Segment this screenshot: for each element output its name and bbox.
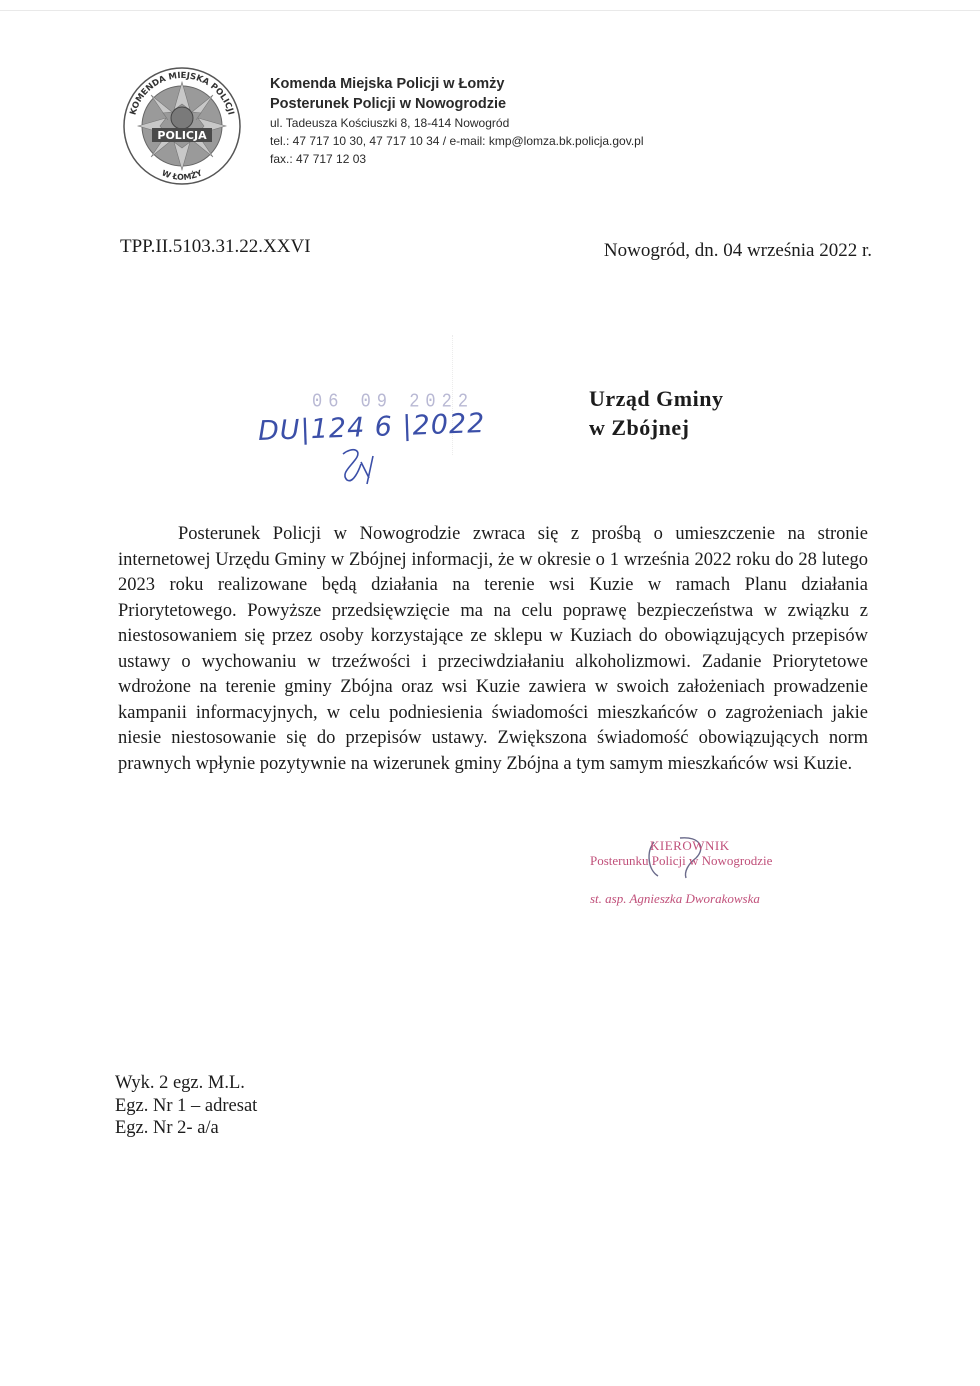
seal-top-arc-text: KOMENDA MIEJSKA POLICJI [128,70,236,117]
reference-number: TPP.II.5103.31.22.XXVI [120,236,311,257]
fax-line: fax.: 47 717 12 03 [270,152,367,166]
distribution-line-3: Egz. Nr 2- a/a [115,1118,219,1138]
distribution-line-2: Egz. Nr 1 – adresat [115,1095,258,1116]
signature-title: KIEROWNIK [650,838,730,853]
organization-name: Komenda Miejska Policji w Łomży [270,76,505,92]
unit-name: Posterunek Policji w Nowogrodzie [270,96,507,112]
recipient-block [589,384,723,442]
letterhead [270,74,644,168]
place-date-line: Nowogród, dn. 04 września 2022 r. [603,240,872,261]
address-line: ul. Tadeusza Kościuszki 8, 18-414 Nowogród [270,116,510,130]
recipient-line-2: w Zbójnej [589,415,690,440]
signature-name: st. asp. Agnieszka Dworakowska [590,891,760,906]
handwritten-initials [333,440,383,490]
contact-line: tel.: 47 717 10 30, 47 717 10 34 / e-mail: kmp@lomza.bk.policja.gov.pl [270,134,644,148]
letter-body: Posterunek Policji w Nowogrodzie zwraca się z prośbą o umieszczenie na stronie internetowej Urzędu Gminy w Zbójnej informacji, że w okresie o 1 września 2022 roku do 28 lutego 2023 roku realizowane będą działania na terenie wsi Kuzie w ramach Planu działania Priorytetowego. Powyższe przedsięwzięcie ma na celu poprawę bezpieczeństwa w związku z niestosowaniem się przez osoby korzystające ze sklepu w Kuziach do obowiązujących przepisów ustawy o wychowaniu w trzeźwości i przeciwdziałaniu alkoholizmowi. Zadanie Priorytetowe wdrożone na terenie gminy Zbójna oraz wsi Kuzie zawiera w swoich założeniach prowadzenie kampanii informacyjnych, w celu podniesienia świadomości mieszkańców o zagrożeniach jakie niesie niestosowanie się do przepisów ustawy. Zwiększona świadomość obowiązujących norm prawnych wpłynie pozytywnie na wizerunek gminy Zbójna a tym samym mieszkańców wsi Kuzie. [118,524,868,774]
seal-bottom-arc-text: W ŁOMŻY [160,168,204,182]
received-stamp-date: 06 09 2022 [312,391,475,414]
distribution-line-1: Wyk. 2 egz. M.L. [115,1073,245,1093]
recipient-line-1: Urząd Gminy [589,386,724,411]
handwritten-registry-number: DU|124 6 |2022 [257,408,486,447]
page-top-edge [0,10,980,11]
seal-center-text: POLICJA [157,129,207,142]
police-seal-logo [118,60,246,190]
distribution-list [115,1072,257,1140]
signature-unit: Posterunku Policji w Nowogrodzie [590,853,773,868]
